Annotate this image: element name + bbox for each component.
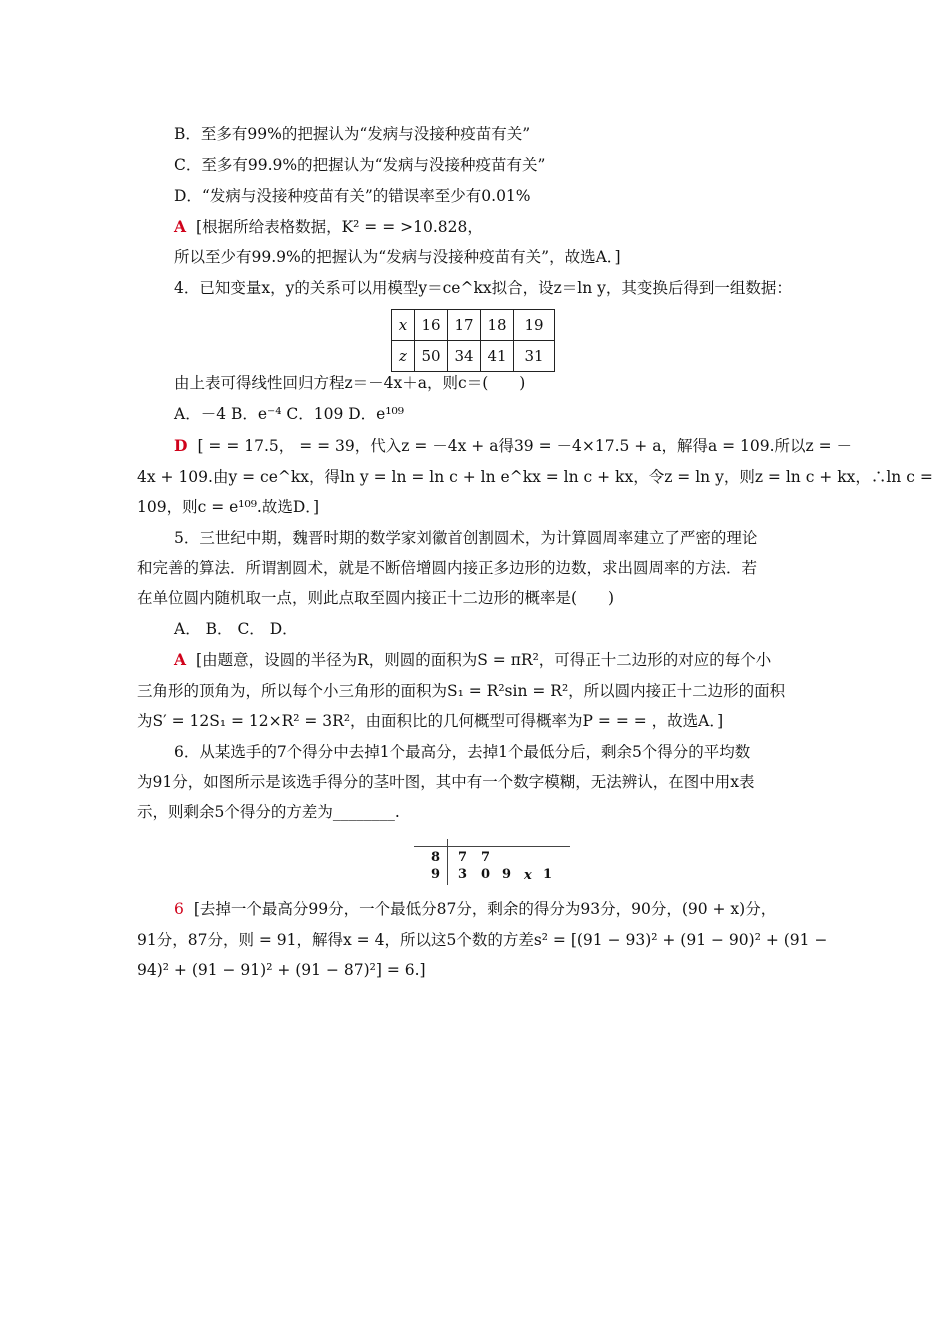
q4-answer-line2: 4x + 109.由y = ce^kx，得ln y = ln = ln c + ln e^kx = ln c + kx，令z = ln y，则z = ln c + kx，∴ln c = <box>137 468 933 486</box>
table-cell: x <box>392 310 415 341</box>
table-cell: 34 <box>448 341 481 372</box>
q3-option-b: B．至多有99%的把握认为“发病与没接种疫苗有关” <box>174 125 531 143</box>
q6-answer-line2: 91分，87分，则 = 91，解得x = 4，所以这5个数的方差s² = [(91 − 93)² + (91 − 90)² + (91 − <box>137 931 828 949</box>
stemleaf-leaf-unknown: x <box>524 868 532 883</box>
q6-stem-line2: 为91分，如图所示是该选手得分的茎叶图，其中有一个数字模糊，无法辨认，在图中用x表 <box>137 773 755 791</box>
q4-stem: 4．已知变量x，y的关系可以用模型y＝ce^kx拟合，设z＝ln y，其变换后得到一组数据： <box>174 279 792 297</box>
q6-answer-letter: 6 <box>174 900 184 918</box>
stemleaf-divider <box>447 839 448 885</box>
table-cell: 18 <box>481 310 514 341</box>
q5-stem-line1: 5．三世纪中期，魏晋时期的数学家刘徽首创割圆术，为计算圆周率建立了严密的理论 <box>174 529 758 547</box>
q3-answer-letter: A <box>174 217 187 236</box>
table-cell: 50 <box>415 341 448 372</box>
q6-answer-line3: 94)² + (91 − 91)² + (91 − 87)²] = 6.] <box>137 961 426 979</box>
q5-answer-line1: A [由题意，设圆的半径为R，则圆的面积为S = πR²，可得正十二边形的对应的每个小 <box>174 650 772 669</box>
stemleaf-leaf: 1 <box>543 867 553 882</box>
stemleaf-top-rule <box>414 846 570 847</box>
q5-stem-line3: 在单位圆内随机取一点，则此点取至圆内接正十二边形的概率是( ) <box>137 589 615 607</box>
q3-answer-line1: A [根据所给表格数据，K² = = >10.828， <box>174 217 483 236</box>
stemleaf-leaf: 3 <box>458 867 468 882</box>
table-cell: 17 <box>448 310 481 341</box>
q6-stem-line1: 6．从某选手的7个得分中去掉1个最高分，去掉1个最低分后，剩余5个得分的平均数 <box>174 743 751 761</box>
table-cell: 19 <box>514 310 555 341</box>
table-cell: 31 <box>514 341 555 372</box>
q5-answer-line2: 三角形的顶角为，所以每个小三角形的面积为S₁ = R²sin = R²，所以圆内接正十二边形的面积 <box>137 682 786 700</box>
q4-options: A．－4 B．e⁻⁴ C．109 D．e¹⁰⁹ <box>174 405 404 423</box>
table-row <box>392 341 555 372</box>
table-cell: z <box>392 341 415 372</box>
table-cell: 16 <box>415 310 448 341</box>
stemleaf-leaf: 0 <box>481 867 491 882</box>
q6-stem-line3: 示，则剩余5个得分的方差为________. <box>137 803 400 821</box>
q6-answer-line1: 6 [去掉一个最高分99分，一个最低分87分，剩余的得分为93分，90分，(90 + x)分， <box>174 900 777 918</box>
q4-answer-line3: 109，则c = e¹⁰⁹.故选D．] <box>137 498 320 516</box>
stemleaf-leaf: 7 <box>458 850 468 865</box>
q3-option-d: D．“发病与没接种疫苗有关”的错误率至少有0.01% <box>174 187 531 205</box>
q5-answer-line3: 为S′ = 12S₁ = 12×R² = 3R²，由面积比的几何概型可得概率为P = = = ，故选A．] <box>137 712 724 730</box>
stemleaf-stem-1: 8 <box>431 850 441 865</box>
table-row <box>392 310 555 341</box>
stemleaf-leaf: 9 <box>502 867 512 882</box>
q5-answer-letter: A <box>174 650 187 669</box>
q4-data-table <box>391 309 555 372</box>
table-cell: 41 <box>481 341 514 372</box>
q5-options: A． B． C． D． <box>174 620 298 638</box>
stemleaf-leaf: 7 <box>481 850 491 865</box>
q5-stem-line2: 和完善的算法．所谓割圆术，就是不断倍增圆内接正多边形的边数，求出圆周率的方法．若 <box>137 559 758 577</box>
q4-stem2: 由上表可得线性回归方程z＝－4x＋a，则c＝( ) <box>174 374 526 392</box>
q4-answer-line1: D [ = = 17.5， = = 39，代入z = －4x + a得39 = －4×17.5 + a，解得a = 109.所以z = － <box>174 436 853 455</box>
q3-answer-line2: 所以至少有99.9%的把握认为“发病与没接种疫苗有关”，故选A．] <box>174 248 621 266</box>
stemleaf-stem-2: 9 <box>431 867 441 882</box>
q4-answer-letter: D <box>174 436 188 455</box>
q3-option-c: C．至多有99.9%的把握认为“发病与没接种疫苗有关” <box>174 156 546 174</box>
